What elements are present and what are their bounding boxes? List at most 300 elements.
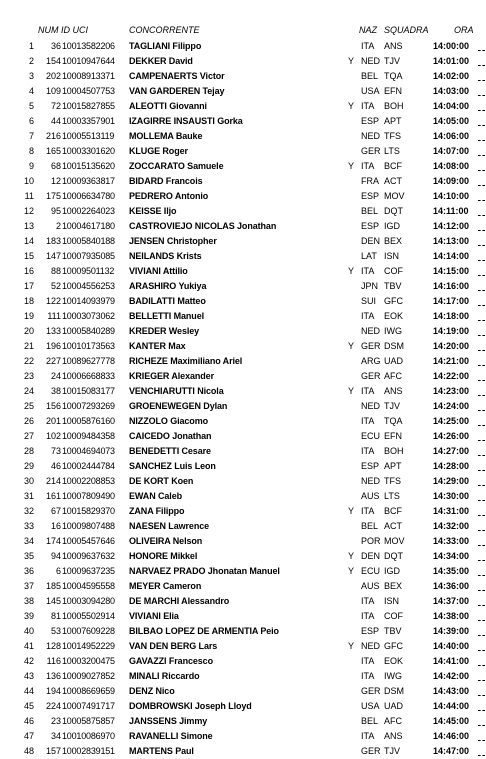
start-time: 14:29:00 [433,476,470,486]
start-position: 45 [23,701,34,711]
rider-name: NARVAEZ PRADO Jhonatan Manuel [129,566,280,576]
team-code: IWG [384,326,402,336]
nationality: GER [361,371,381,381]
nationality: JPN [361,281,379,291]
uci-id: 10005513119 [62,131,115,141]
time-dash-line [478,611,485,621]
time-dash-line [478,176,485,186]
time-dash-line [478,416,485,426]
start-position: 23 [23,371,34,381]
nationality: NED [361,56,381,66]
time-dash-line [478,341,485,351]
start-position: 24 [23,386,34,396]
time-dash-line [478,641,485,651]
uci-id: 10005876160 [62,416,115,426]
team-code: DSM [384,686,404,696]
rider-name: HONORE Mikkel [129,551,198,561]
start-position: 22 [23,356,34,366]
table-row [0,369,486,384]
time-dash-line [478,746,485,756]
nationality: ESP [361,626,380,636]
bib-number: 24 [50,371,61,381]
table-row [0,699,486,714]
team-code: DQT [384,206,403,216]
start-time: 14:34:00 [433,551,470,561]
table-row [0,504,486,519]
start-position: 21 [23,341,34,351]
rider-name: OLIVEIRA Nelson [129,536,203,546]
uci-id: 10009484358 [62,431,115,441]
bib-number: 122 [45,296,61,306]
start-position: 25 [23,401,34,411]
time-dash-line [478,401,485,411]
time-dash-line [478,671,485,681]
uci-id: 10007935085 [62,251,115,261]
uci-id: 10004617180 [62,221,115,231]
time-dash-line [478,506,485,516]
nationality: GER [361,146,381,156]
table-header [0,23,486,37]
bib-number: 161 [45,491,61,501]
nationality: ITA [361,731,375,741]
team-code: APT [384,461,402,471]
uci-id: 10003094280 [62,596,115,606]
team-code: COF [384,611,403,621]
uci-id: 10015827855 [62,101,115,111]
nationality: ECU [361,566,381,576]
start-time: 14:14:00 [433,251,470,261]
rider-name: KLUGE Roger [129,146,188,156]
start-time: 14:20:00 [433,341,470,351]
table-row [0,669,486,684]
table-row [0,744,486,759]
rider-name: MINALI Riccardo [129,671,200,681]
start-time: 14:04:00 [433,101,470,111]
young-rider-flag: Y [348,56,355,66]
uci-id: 10015083177 [62,386,115,396]
start-time: 14:02:00 [433,71,470,81]
bib-number: 224 [45,701,61,711]
team-code: IGD [384,566,401,576]
start-time: 14:25:00 [433,416,470,426]
time-dash-line [478,131,485,141]
start-position: 28 [23,446,34,456]
nationality: ESP [361,191,380,201]
team-code: APT [384,116,402,126]
nationality: NED [361,401,381,411]
time-dash-line [478,551,485,561]
team-code: LTS [384,491,400,501]
nationality: ARG [361,356,381,366]
team-code: TJV [384,56,401,66]
rider-name: EWAN Caleb [129,491,183,501]
rider-name: JENSEN Christopher [129,236,217,246]
start-time: 14:44:00 [433,701,470,711]
table-row [0,579,486,594]
uci-id: 10009807488 [62,521,115,531]
start-time: 14:40:00 [433,641,470,651]
start-position: 32 [23,506,34,516]
rider-name: BADILATTI Matteo [129,296,206,306]
young-rider-flag: Y [348,101,355,111]
table-row [0,144,486,159]
young-rider-flag: Y [348,641,355,651]
team-code: BCF [384,506,402,516]
uci-id: 10010086970 [62,731,115,741]
start-position: 36 [23,566,34,576]
start-position: 1 [28,41,34,51]
table-row [0,309,486,324]
start-list-rows [0,39,486,759]
table-row [0,234,486,249]
nationality: NED [361,641,381,651]
start-time: 14:39:00 [433,626,470,636]
bib-number: 34 [50,731,61,741]
table-row [0,609,486,624]
rider-name: IZAGIRRE INSAUSTI Gorka [129,116,243,126]
start-position: 7 [28,131,34,141]
rider-name: DENZ Nico [129,686,175,696]
start-time: 14:31:00 [433,506,470,516]
team-code: EFN [384,86,402,96]
uci-id: 10009637235 [62,566,115,576]
time-dash-line [478,461,485,471]
table-row [0,39,486,54]
start-position: 37 [23,581,34,591]
time-dash-line [478,596,485,606]
team-code: BEX [384,581,403,591]
rider-name: KEISSE Iljo [129,206,177,216]
team-code: DSM [384,341,404,351]
nationality: AUS [361,581,380,591]
team-code: GFC [384,641,403,651]
time-dash-line [478,86,485,96]
team-code: IWG [384,671,402,681]
start-time: 14:38:00 [433,611,470,621]
start-time: 14:03:00 [433,86,470,96]
nationality: ITA [361,101,375,111]
uci-id: 10004556253 [62,281,115,291]
table-row [0,279,486,294]
time-dash-line [478,116,485,126]
young-rider-flag: Y [348,566,355,576]
team-code: IGD [384,221,401,231]
table-row [0,204,486,219]
uci-id: 10002839151 [62,746,115,756]
team-code: UAD [384,356,404,366]
nationality: ITA [361,416,375,426]
uci-id: 10005840289 [62,326,115,336]
team-code: ISN [384,251,400,261]
table-row [0,219,486,234]
start-position: 19 [23,311,34,321]
start-position: 48 [23,746,34,756]
nationality: NED [361,326,381,336]
bib-number: 201 [45,416,61,426]
nationality: SUI [361,296,377,306]
start-position: 2 [28,56,34,66]
uci-id: 10010947644 [62,56,115,66]
rider-name: MEYER Cameron [129,581,202,591]
team-code: EFN [384,431,402,441]
time-dash-line [478,71,485,81]
nationality: GER [361,686,381,696]
nationality: NED [361,476,381,486]
team-code: BCF [384,161,402,171]
time-dash-line [478,686,485,696]
bib-number: 147 [45,251,61,261]
rider-name: BELLETTI Manuel [129,311,205,321]
bib-number: 94 [50,551,61,561]
start-time: 14:23:00 [433,386,470,396]
table-row [0,339,486,354]
uci-id: 10002208853 [62,476,115,486]
young-rider-flag: Y [348,506,355,516]
start-time: 14:24:00 [433,401,470,411]
table-row [0,99,486,114]
start-time: 14:16:00 [433,281,470,291]
table-row [0,129,486,144]
start-time: 14:36:00 [433,581,470,591]
table-row [0,69,486,84]
time-dash-line [478,326,485,336]
rider-name: KREDER Wesley [129,326,200,336]
nationality: ITA [361,446,375,456]
time-dash-line [478,161,485,171]
team-code: AFC [384,716,402,726]
rider-name: DE MARCHI Alessandro [129,596,230,606]
bib-number: 202 [45,71,61,81]
rider-name: MOLLEMA Bauke [129,131,203,141]
start-time: 14:01:00 [433,56,470,66]
bib-number: 111 [47,311,61,321]
team-code: TBV [384,626,402,636]
rider-name: CASTROVIEJO NICOLAS Jonathan [129,221,277,231]
start-time: 14:00:00 [433,41,470,51]
team-code: LTS [384,146,400,156]
start-position: 5 [28,101,34,111]
rider-name: NAESEN Lawrence [129,521,210,531]
table-row [0,354,486,369]
bib-number: 214 [45,476,61,486]
table-row [0,54,486,69]
table-row [0,84,486,99]
start-position: 34 [23,536,34,546]
start-time: 14:18:00 [433,311,470,321]
rider-name: VAN DEN BERG Lars [129,641,218,651]
rider-name: VAN GARDEREN Tejay [129,86,225,96]
start-position: 14 [23,236,34,246]
uci-id: 10007293269 [62,401,115,411]
table-row [0,519,486,534]
bib-number: 145 [45,596,61,606]
uci-id: 10006668833 [62,371,115,381]
start-position: 13 [23,221,34,231]
team-code: ANS [384,41,403,51]
start-time: 14:22:00 [433,371,470,381]
time-dash-line [478,221,485,231]
table-row [0,594,486,609]
team-code: ANS [384,731,403,741]
time-dash-line [478,446,485,456]
nationality: ITA [361,311,375,321]
nationality: ESP [361,116,380,126]
bib-number: 116 [46,656,61,666]
table-row [0,459,486,474]
start-position: 12 [23,206,34,216]
table-row [0,549,486,564]
bib-number: 109 [45,86,61,96]
team-code: TJV [384,746,401,756]
bib-number: 46 [50,461,61,471]
start-time: 14:19:00 [433,326,470,336]
nationality: NED [361,131,381,141]
team-code: BOH [384,101,404,111]
uci-id: 10007609228 [62,626,115,636]
rider-name: ALEOTTI Giovanni [129,101,207,111]
nationality: AUS [361,491,380,501]
rider-name: GAVAZZI Francesco [129,656,213,666]
bib-number: 196 [45,341,61,351]
bib-number: 16 [50,521,61,531]
nationality: USA [361,701,380,711]
team-code: ANS [384,386,403,396]
start-time: 14:28:00 [433,461,470,471]
start-time: 14:11:00 [433,206,469,216]
uci-id: 10008669659 [62,686,115,696]
start-position: 35 [23,551,34,561]
rider-name: ARASHIRO Yukiya [129,281,207,291]
start-position: 39 [23,611,34,621]
nationality: ITA [361,266,375,276]
start-time: 14:21:00 [433,356,470,366]
time-dash-line [478,356,485,366]
bib-number: 52 [50,281,61,291]
bib-number: 6 [55,566,61,576]
bib-number: 216 [45,131,61,141]
young-rider-flag: Y [348,551,355,561]
bib-number: 73 [50,446,61,456]
rider-name: KANTER Max [129,341,186,351]
time-dash-line [478,191,485,201]
table-row [0,249,486,264]
start-time: 14:17:00 [433,296,470,306]
start-position: 15 [23,251,34,261]
bib-number: 67 [50,506,61,516]
start-time: 14:30:00 [433,491,470,501]
uci-id: 10010173563 [62,341,115,351]
nationality: ESP [361,221,380,231]
time-dash-line [478,386,485,396]
uci-id: 10003357901 [62,116,115,126]
rider-name: CAMPENAERTS Victor [129,71,225,81]
start-position: 6 [28,116,34,126]
bib-number: 102 [45,431,61,441]
rider-name: SANCHEZ Luis Leon [129,461,216,471]
bib-number: 165 [45,146,61,156]
table-row [0,264,486,279]
uci-id: 10005875857 [62,716,115,726]
bib-number: 2 [55,221,61,231]
nationality: BEL [361,206,379,216]
start-position: 46 [23,716,34,726]
start-position: 26 [23,416,34,426]
start-time: 14:41:00 [433,656,470,666]
young-rider-flag: Y [348,266,355,276]
header-num-id-uci: NUM ID UCI [38,25,88,35]
table-row [0,534,486,549]
nationality: ESP [361,461,380,471]
bib-number: 174 [45,536,61,546]
rider-name: KRIEGER Alexander [129,371,214,381]
team-code: BOH [384,446,404,456]
uci-id: 10007491717 [62,701,115,711]
nationality: ITA [361,596,375,606]
bib-number: 156 [45,401,61,411]
bib-number: 185 [45,581,61,591]
start-position: 10 [23,176,34,186]
rider-name: GROENEWEGEN Dylan [129,401,228,411]
start-position: 41 [23,641,34,651]
start-time: 14:32:00 [433,521,470,531]
time-dash-line [478,311,485,321]
rider-name: TAGLIANI Filippo [129,41,202,51]
header-squadra: SQUADRA [384,25,429,35]
time-dash-line [478,731,485,741]
nationality: ITA [361,386,375,396]
nationality: BEL [361,716,379,726]
bib-number: 128 [45,641,61,651]
start-position: 18 [23,296,34,306]
team-code: COF [384,266,403,276]
bib-number: 23 [50,716,61,726]
uci-id: 10015829370 [62,506,115,516]
table-row [0,684,486,699]
bib-number: 133 [45,326,61,336]
start-position: 33 [23,521,34,531]
table-row [0,324,486,339]
nationality: LAT [361,251,377,261]
uci-id: 10009363817 [62,176,115,186]
team-code: ACT [384,521,402,531]
time-dash-line [478,236,485,246]
rider-name: PEDRERO Antonio [129,191,209,201]
uci-id: 10004507753 [62,86,115,96]
rider-name: MARTENS Paul [129,746,194,756]
team-code: ISN [384,596,400,606]
start-position: 8 [28,146,34,156]
bib-number: 12 [50,176,61,186]
start-position: 47 [23,731,34,741]
time-dash-line [478,536,485,546]
start-time: 14:06:00 [433,131,470,141]
header-naz: NAZ [359,25,377,35]
start-time: 14:42:00 [433,671,470,681]
rider-name: BENEDETTI Cesare [129,446,211,456]
team-code: ACT [384,176,402,186]
team-code: TBV [384,281,402,291]
nationality: FRA [361,176,379,186]
team-code: EOK [384,311,404,321]
uci-id: 10014093979 [62,296,115,306]
rider-name: CAICEDO Jonathan [129,431,212,441]
team-code: MOV [384,536,405,546]
bib-number: 95 [50,206,61,216]
time-dash-line [478,701,485,711]
time-dash-line [478,41,485,51]
rider-name: VIVIANI Attilio [129,266,188,276]
uci-id: 10004694073 [62,446,115,456]
